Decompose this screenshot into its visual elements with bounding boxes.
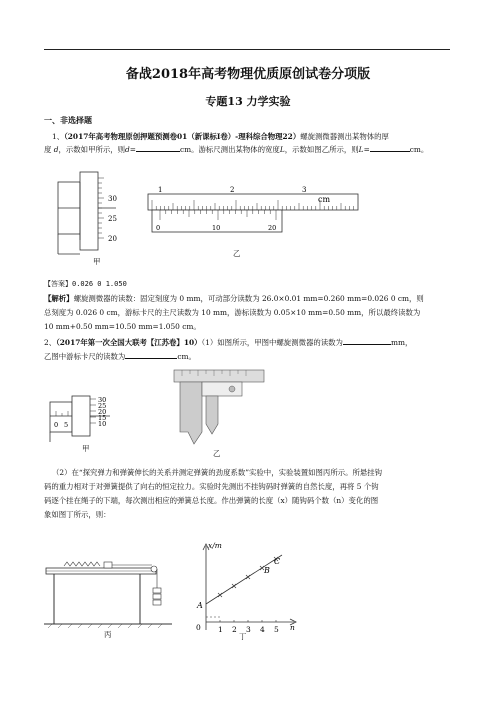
q1-text-a: 度 [44, 145, 52, 154]
cal1-vern-10: 10 [212, 224, 221, 232]
q1-fig-yi-label: 乙 [233, 249, 241, 258]
mic2-tick-30: 30 [98, 396, 107, 404]
q1-answer: 【答案】0.026 0 1.050 [44, 280, 127, 288]
q2-source: （2017年第一次全国大联考【江苏卷】10） [56, 338, 202, 347]
graph-point-b: B [264, 566, 270, 575]
cal1-main-2: 2 [230, 186, 235, 194]
q2-figure-apparatus [44, 558, 174, 630]
cal1-main-1: 1 [158, 186, 163, 194]
cal1-main-3: 3 [302, 186, 307, 194]
q2-line1 [44, 336, 412, 349]
q1-figure-micrometer [56, 170, 136, 265]
cal1-vern-20: 20 [268, 224, 277, 232]
q2-unit-1: mm， [390, 338, 413, 347]
cal1-unit: cm [318, 195, 331, 204]
graph-point-marker-1 [218, 593, 222, 597]
q1-eq2: = [363, 145, 370, 154]
mic2-tick-10: 10 [98, 420, 107, 428]
q1-figure-caliper [146, 186, 362, 246]
mic2-tick-20: 20 [98, 408, 107, 416]
analysis-label: 【解析】 [44, 294, 74, 303]
mic2-tick-15: 15 [98, 414, 107, 422]
q1-text-f: cm。游标尺测出某物体的宽度 [179, 145, 280, 154]
doc-subtitle: 专题13 力学实验 [205, 95, 291, 108]
q1-eq: = [129, 145, 136, 154]
graph-fit-line [206, 555, 282, 604]
graph-xtick-3: 3 [246, 625, 251, 634]
graph-point-marker-3 [246, 575, 250, 579]
q1-analysis-l2: 总刻度为 0.026 0 cm，游标卡尺的主尺读数为 10 mm，游标读数为 0.05×10 mm=0.50 mm，所以最终读数为 [44, 308, 421, 317]
analysis-text-1: 螺旋测微器的读数：固定刻度为 0 mm，可动部分读数为 26.0×0.01 mm=0.260 mm=0.026 0 cm，则 [73, 294, 424, 303]
q2-p2-l3: 码逐个挂在绳子的下端，每次测出相应的弹簧总长度。作出弹簧的长度（x）随钩码个数（n）变化的图 [44, 496, 379, 505]
graph-point-marker-2 [232, 584, 236, 588]
q1-line1 [52, 130, 389, 143]
cal1-vern-0: 0 [156, 224, 161, 232]
mic1-tick-20: 20 [108, 235, 117, 243]
q1-var-d2: d [125, 145, 130, 154]
q2-blank-cal[interactable] [125, 350, 177, 359]
q1-source: （2017年高考物理原创押题预测卷01（新课标Ⅰ卷）-理科综合物理22） [64, 132, 301, 141]
q1-blank-d[interactable] [136, 143, 180, 152]
q1-text: 螺旋测微器测出某物体的厚 [300, 132, 389, 141]
q2-text-1: （1）如图所示，甲图中螺旋测微器的读数为 [201, 338, 343, 347]
graph-xtick-4: 4 [260, 625, 265, 634]
q1-var-l: L [279, 145, 285, 154]
q1-text-k: cm。 [409, 145, 429, 154]
q2-figure-micrometer [48, 394, 128, 446]
section-heading: 一、非选择题 [44, 115, 92, 125]
q2-fig-ding-label: 丁 [239, 632, 247, 641]
graph-point-a: A [197, 601, 203, 610]
graph-xtick-1: 1 [218, 625, 223, 634]
q2-figure-graph [194, 540, 304, 638]
doc-title: 备战2018年高考物理优质原创试卷分项版 [125, 67, 371, 82]
q2-unit-2: cm。 [177, 352, 196, 361]
graph-origin: 0 [196, 623, 201, 632]
q1-fig-jia-label: 甲 [93, 257, 101, 266]
q2-number: 2、 [44, 338, 57, 347]
mic2-main-5: 5 [64, 421, 69, 429]
q2-blank-mic[interactable] [343, 336, 391, 345]
mic2-main-0: 0 [54, 421, 59, 429]
mic1-tick-25: 25 [108, 215, 117, 223]
q1-analysis-l3: 10 mm+0.50 mm=10.50 mm=1.050 cm。 [44, 322, 201, 331]
q1-text-h: ，示数如图乙所示，则 [284, 145, 359, 154]
mic2-tick-25: 25 [98, 402, 107, 410]
q1-analysis-l1 [44, 292, 424, 305]
q1-text-c: ，示数如甲所示，则 [58, 145, 126, 154]
q2-fig-bing-label: 丙 [104, 630, 112, 639]
q2-fig-jia-label: 甲 [82, 444, 90, 453]
header-rule [44, 49, 450, 50]
graph-point-c: C [274, 557, 281, 566]
q2-fig-yi-label: 乙 [213, 449, 221, 458]
q2-figure-caliper [172, 362, 272, 454]
q1-var-l2: L [358, 145, 364, 154]
q2-text-2: 乙图中游标卡尺的读数为 [44, 352, 126, 361]
q1-number: 1、 [52, 132, 65, 141]
q2-p2-l2: 码的重力相对于对弹簧提供了向右的恒定拉力。实验时先测出不挂钩码时弹簧的自然长度，再将 5 个钩 [44, 482, 379, 491]
q1-blank-l[interactable] [370, 143, 410, 152]
q1-var-d: d [53, 145, 59, 154]
graph-xtick-5: 5 [274, 625, 279, 634]
q1-line2 [44, 143, 428, 156]
graph-ylabel: x/m [208, 541, 222, 550]
graph-xlabel: n [290, 623, 295, 632]
graph-xtick-2: 2 [232, 625, 237, 634]
q2-p2-l1: （2）在“探究弹力和弹簧伸长的关系并测定弹簧的劲度系数”实验中，实验装置如图丙所示。所悬挂钩 [52, 468, 383, 477]
q2-p2-l4: 象如图丁所示，则： [44, 510, 111, 519]
mic1-tick-30: 30 [108, 195, 117, 203]
